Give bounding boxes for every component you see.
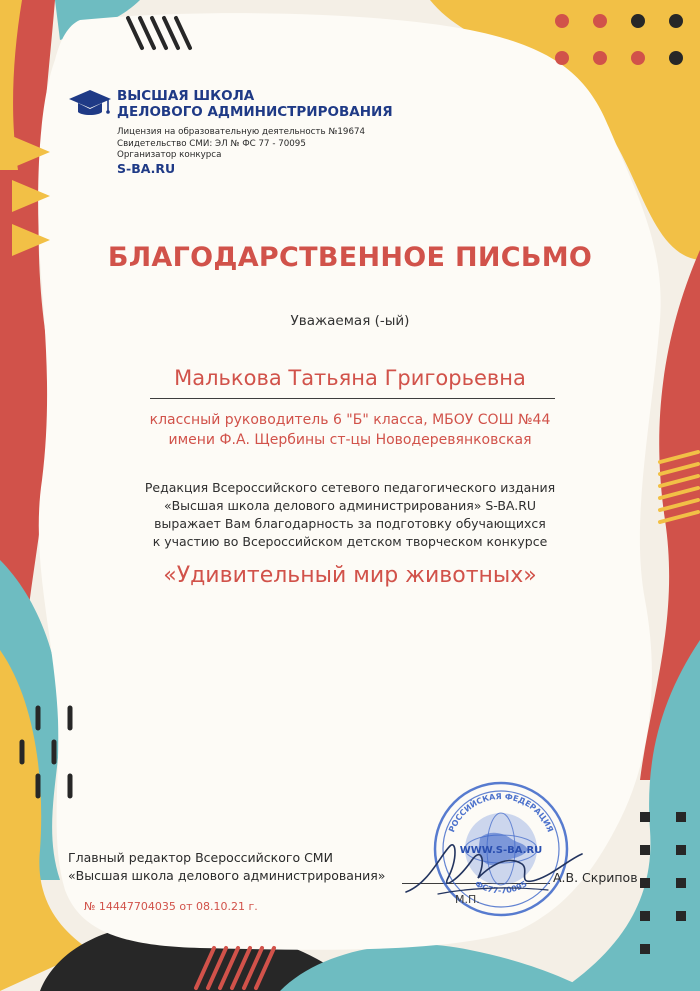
position-line2: имени Ф.А. Щербины ст-цы Новодеревянковская [168,432,532,448]
certificate-text: Свидетельство СМИ: ЭЛ № ФС 77 - 70095 [117,138,306,149]
body-line1: Редакция Всероссийского сетевого педагогического издания [144,480,556,495]
graduation-cap-icon [68,88,112,118]
signer-role-line2: «Высшая школа делового администрирования» [68,868,386,883]
position-line1: классный руководитель 6 "Б" класса, МБОУ СОШ №44 [149,412,551,428]
organization-name-line2: ДЕЛОВОГО АДМИНИСТРИРОВАНИЯ [117,104,393,120]
greeting: Уважаемая (-ый) [290,313,410,329]
stamp-center-text: WWW.S-BA.RU [459,845,543,856]
name-underline [150,398,555,399]
recipient-position [0,410,700,450]
organization-details [117,127,365,162]
letter-title: БЛАГОДАРСТВЕННОЕ ПИСЬМО [107,242,593,273]
body-line2: «Высшая школа делового администрирования» S-BA.RU [163,498,537,513]
signer-role-line1: Главный редактор Всероссийского СМИ [68,850,333,865]
contest-name: «Удивительный мир животных» [163,563,537,588]
organization-name [117,88,393,120]
signer-role [68,849,385,885]
handwritten-signature [398,820,588,910]
body-line4: к участию во Всероссийском детском творческом конкурсе [152,534,548,549]
document-number: № 14447704035 от 08.10.21 г. [84,900,258,913]
organization-site: S-BA.RU [117,161,176,176]
body-line3: выражает Вам благодарность за подготовку обучающихся [154,516,546,531]
organization-name-line1: ВЫСШАЯ ШКОЛА [117,88,255,104]
organizer-text: Организатор конкурса [117,150,222,160]
license-text: Лицензия на образовательную деятельность №19674 [117,127,366,137]
seal-label: М.П. [455,893,480,906]
signer-name: А.В. Скрипов [553,870,638,885]
recipient-name: Малькова Татьяна Григорьевна [174,366,526,390]
stamp-top-text: РОССИЙСКАЯ ФЕДЕРАЦИЯ [447,791,555,834]
letter-body [0,479,700,551]
stamp-bottom-text: ФС77-70095 [473,879,529,896]
